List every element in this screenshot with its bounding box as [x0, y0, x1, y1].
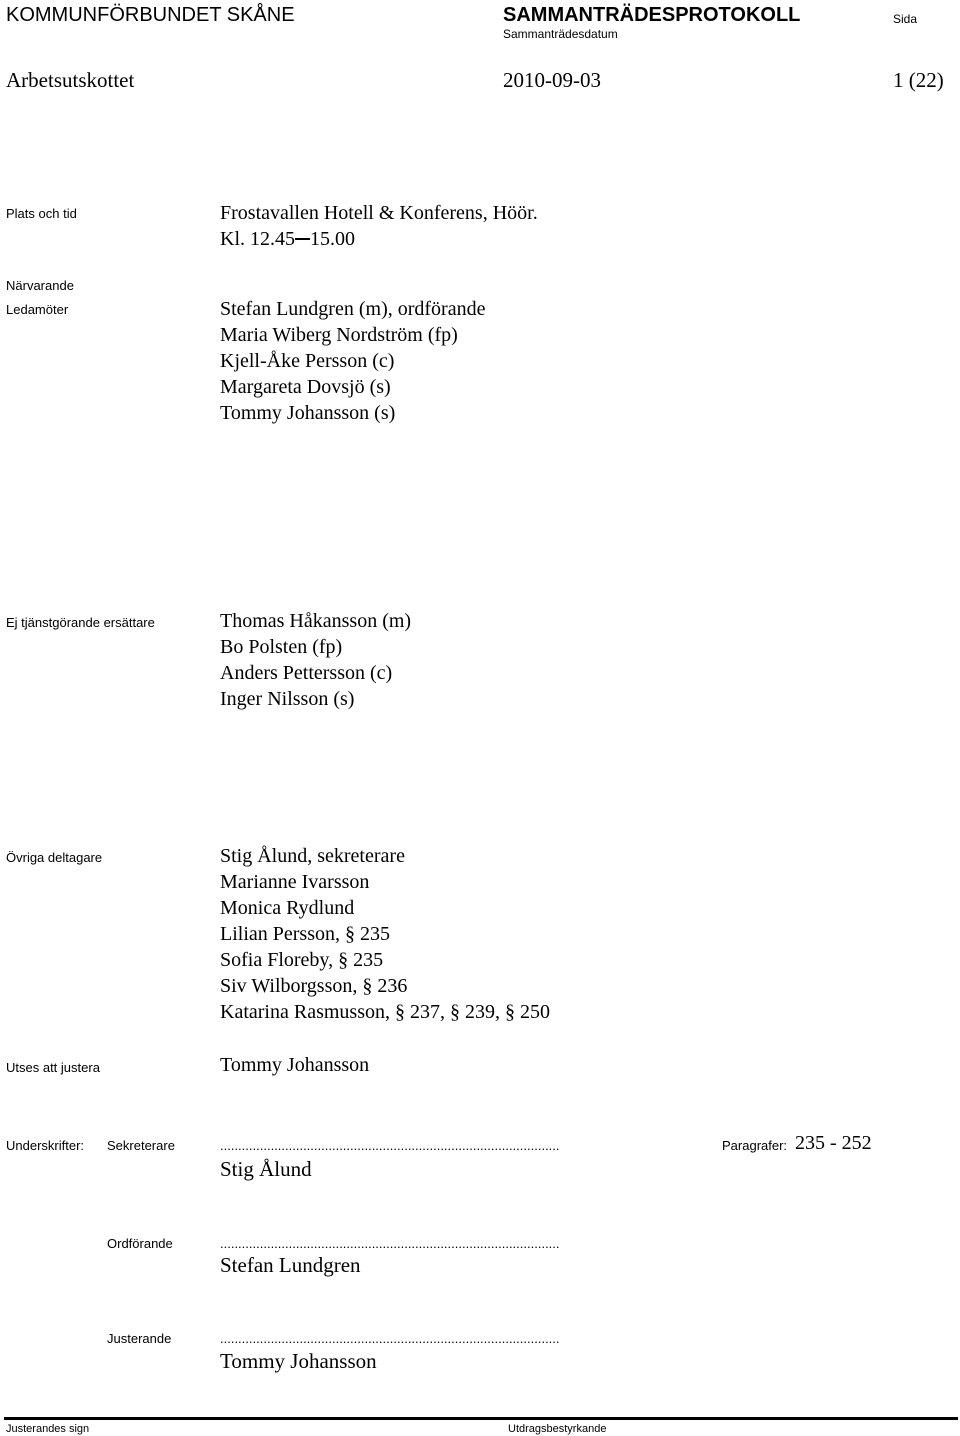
substitutes-label: Ej tjänstgörande ersättare [6, 615, 155, 630]
adjuster-signature-name: Tommy Johansson [220, 1349, 377, 1373]
paragraphs-value: 235 - 252 [795, 1132, 872, 1154]
participant-item: Katarina Rasmusson, § 237, § 239, § 250 [220, 1001, 550, 1023]
member-item: Tommy Johansson (s) [220, 402, 396, 424]
meeting-place: Frostavallen Hotell & Konferens, Höör. [220, 202, 538, 224]
place-time-values [220, 200, 538, 252]
page-number: 1 (22) [893, 68, 944, 92]
signatures-label: Underskrifter: [6, 1138, 85, 1153]
others-list [220, 843, 550, 1025]
member-item: Kjell-Åke Persson (c) [220, 350, 395, 372]
substitute-item: Thomas Håkansson (m) [220, 610, 412, 632]
footer-rule [4, 1417, 958, 1420]
footer-extract-certification: Utdragsbestyrkande [508, 1423, 607, 1435]
substitutes-list [220, 608, 411, 712]
members-label: Ledamöter [6, 302, 69, 317]
participant-item: Siv Wilborgsson, § 236 [220, 975, 408, 997]
participant-item: Lilian Persson, § 235 [220, 923, 390, 945]
paragraphs-label: Paragrafer: [722, 1138, 788, 1153]
body-name: Arbetsutskottet [6, 68, 135, 92]
present-label: Närvarande [6, 278, 74, 293]
participant-item: Monica Rydlund [220, 897, 355, 919]
members-list [220, 296, 485, 426]
place-time-label: Plats och tid [6, 206, 77, 221]
page-label: Sida [893, 12, 918, 26]
footer-adjuster-sign: Justerandes sign [6, 1423, 90, 1435]
member-item: Stefan Lundgren (m), ordförande [220, 298, 486, 320]
time-end: 15.00 [310, 228, 355, 250]
chair-role: Ordförande [107, 1236, 173, 1251]
substitute-item: Anders Pettersson (c) [220, 662, 393, 684]
meeting-date: 2010-09-03 [503, 68, 601, 92]
adjuster-name: Tommy Johansson [220, 1054, 370, 1076]
substitute-item: Bo Polsten (fp) [220, 636, 343, 658]
meeting-time [220, 226, 538, 252]
secretary-name: Stig Ålund [220, 1157, 312, 1181]
secretary-role: Sekreterare [107, 1138, 175, 1153]
chair-name: Stefan Lundgren [220, 1253, 361, 1277]
others-label: Övriga deltagare [6, 850, 103, 865]
participant-item: Stig Ålund, sekreterare [220, 845, 405, 867]
adjuster-label: Utses att justera [6, 1060, 100, 1075]
time-dash [295, 228, 310, 250]
member-item: Maria Wiberg Nordström (fp) [220, 324, 458, 346]
participant-item: Sofia Floreby, § 235 [220, 949, 384, 971]
substitute-item: Inger Nilsson (s) [220, 688, 355, 710]
meeting-date-label: Sammanträdesdatum [503, 27, 618, 41]
document-type: SAMMANTRÄDESPROTOKOLL [503, 4, 801, 26]
secretary-signature-line: .............................................................................................. [220, 1138, 560, 1153]
organization-name: KOMMUNFÖRBUNDET SKÅNE [6, 4, 295, 26]
participant-item: Marianne Ivarsson [220, 871, 370, 893]
member-item: Margareta Dovsjö (s) [220, 376, 391, 398]
time-start: Kl. 12.45 [220, 228, 295, 250]
chair-signature-line: .............................................................................................. [220, 1236, 560, 1251]
adjuster-role: Justerande [107, 1331, 172, 1346]
adjuster-signature-line: .............................................................................................. [220, 1331, 560, 1346]
